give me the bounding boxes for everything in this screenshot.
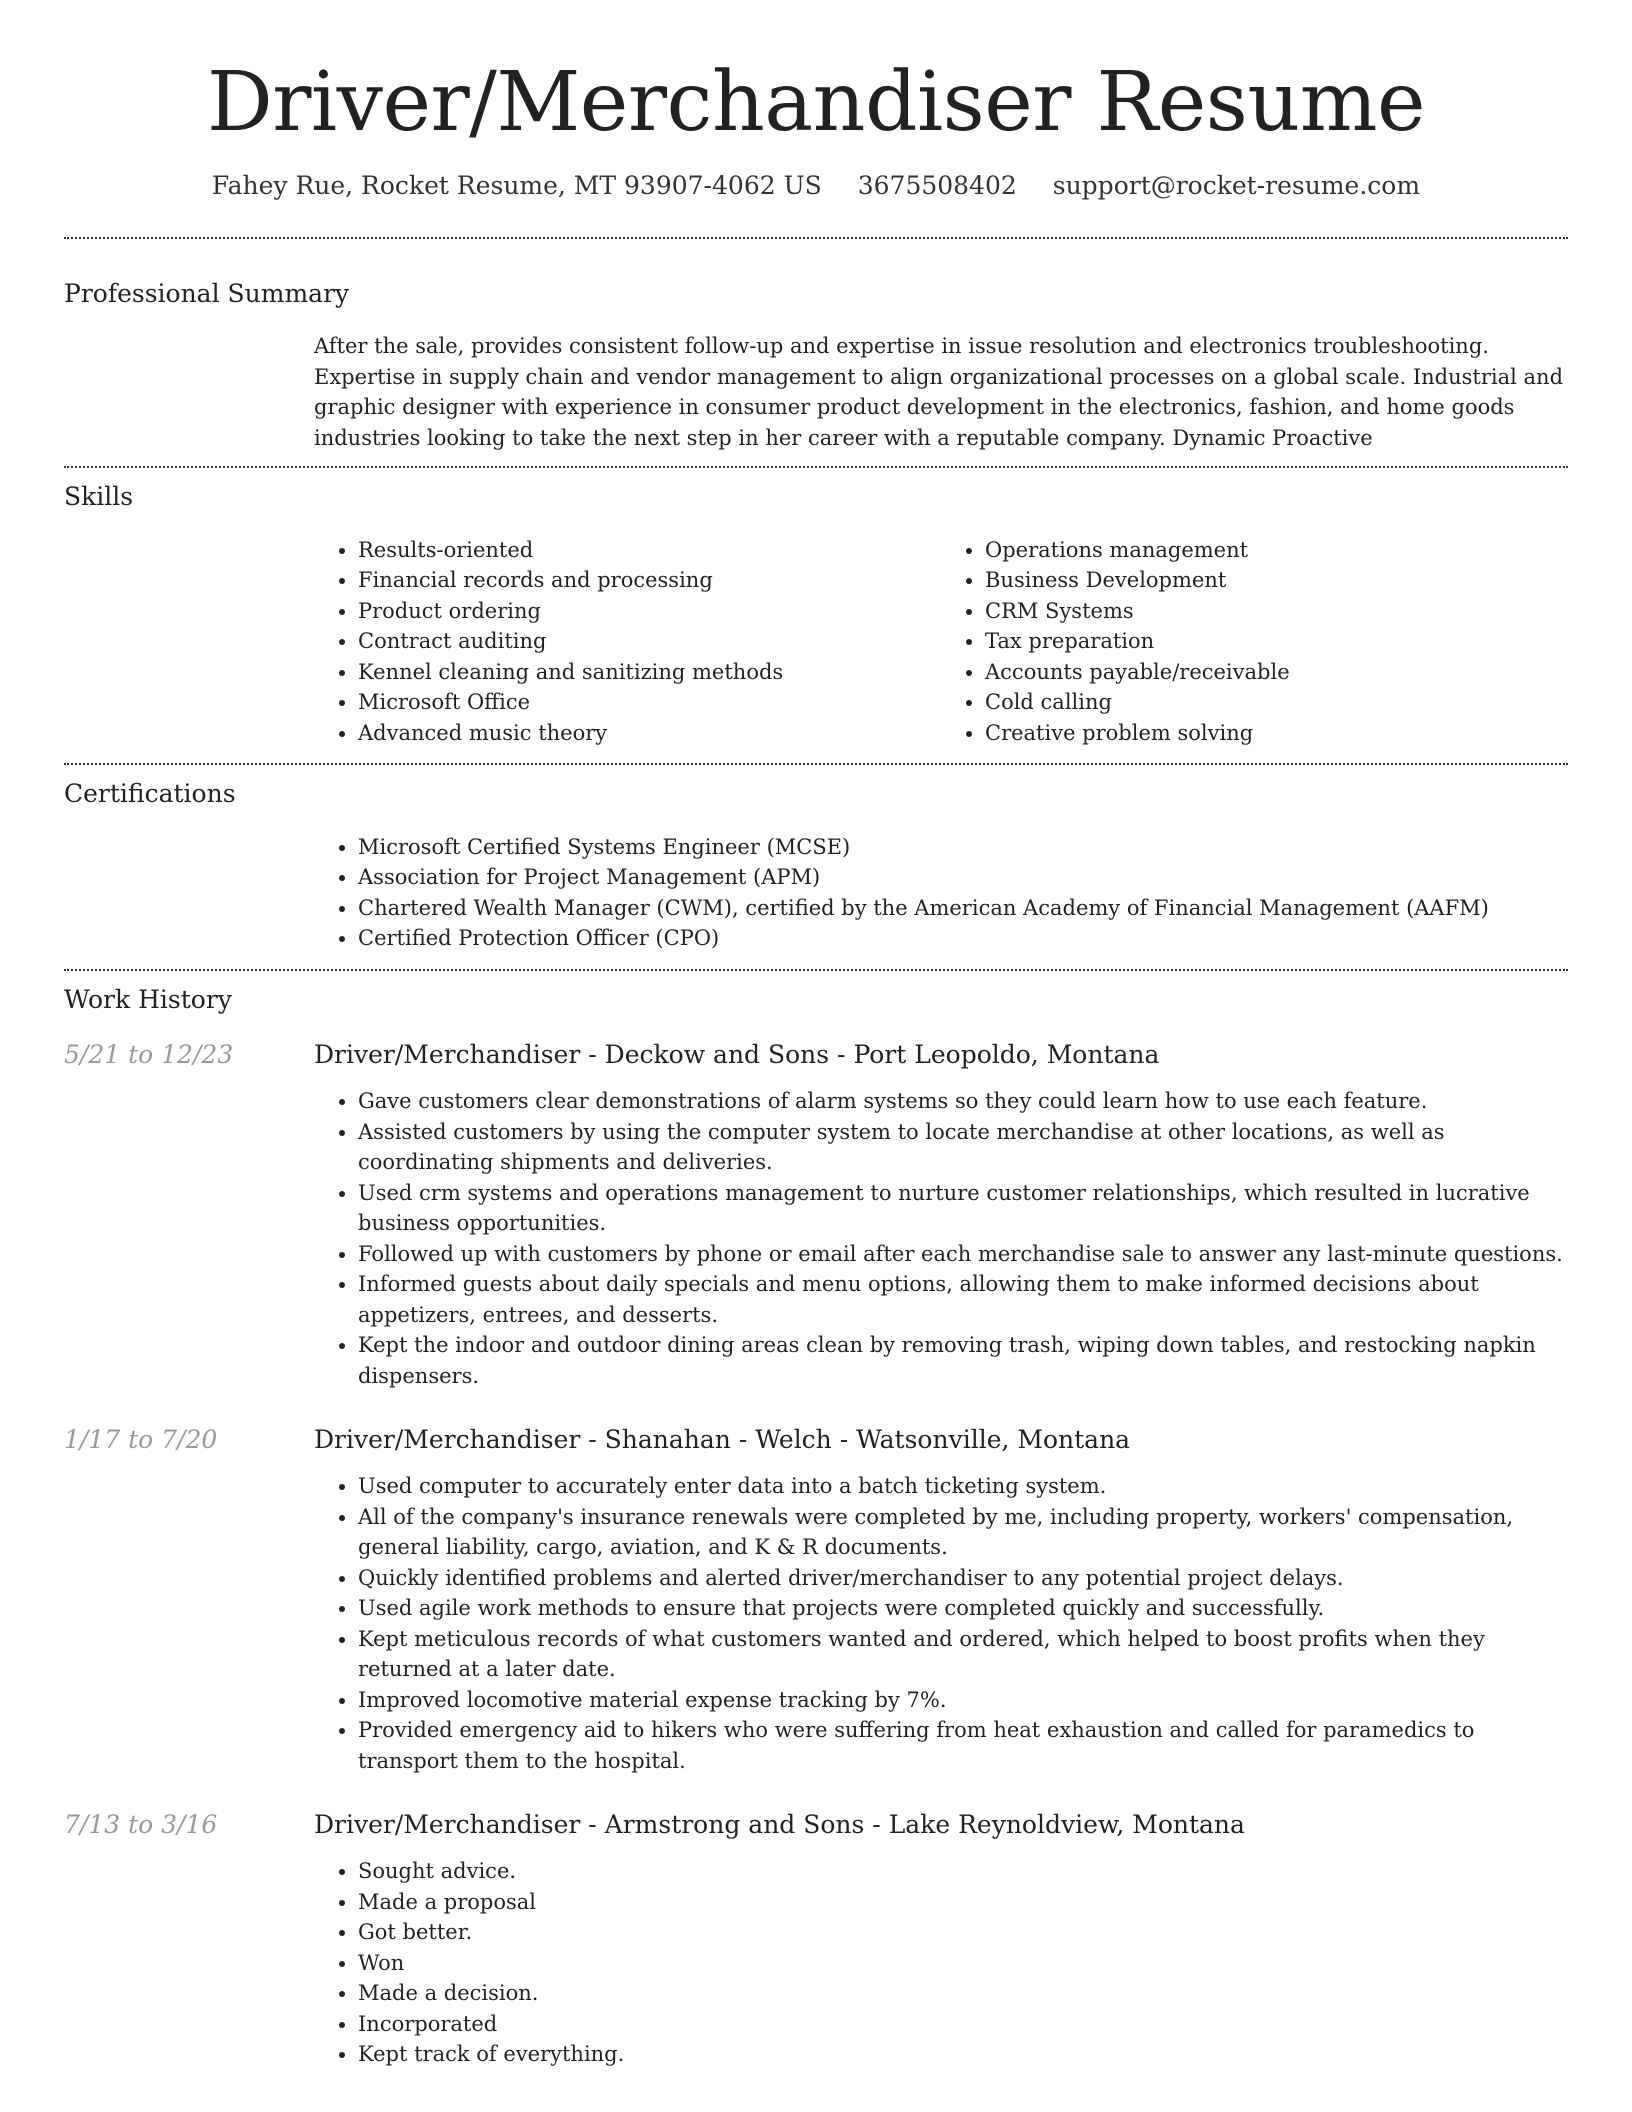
list-item: • Provided emergency aid to hikers who were suffering from heat exhaustion and called for paramedics to transport them to the hospital. [358, 1715, 1568, 1776]
contact-line [64, 170, 1568, 203]
list-item: • CRM Systems [985, 596, 1568, 627]
job-dates: 1/17 to 7/20 [64, 1425, 218, 1455]
list-item: • Contract auditing [358, 626, 941, 657]
list-item: • Quickly identified problems and alerted driver/merchandiser to any potential project delays. [358, 1563, 1568, 1594]
list-item: • Incorporated [358, 2009, 1568, 2040]
list-item: • Used agile work methods to ensure that projects were completed quickly and successfully. [358, 1593, 1568, 1624]
job-entry [64, 1040, 1568, 1391]
job-title: Driver/Merchandiser - Armstrong and Sons - Lake Reynoldview, Montana [314, 1810, 1245, 1840]
list-item: • Operations management [985, 535, 1568, 566]
contact-address: Fahey Rue, Rocket Resume, MT 93907-4062 US [211, 171, 822, 201]
list-item: • Informed guests about daily specials and menu options, allowing them to make informed decisions about appetizers, entrees, and desserts. [358, 1269, 1568, 1330]
list-item: • Got better. [358, 1917, 1568, 1948]
certifications-section [64, 765, 1568, 969]
list-item: • Results-oriented [358, 535, 941, 566]
list-item: • Assisted customers by using the computer system to locate merchandise at other locations, as well as coordinating shipments and deliveries. [358, 1117, 1568, 1178]
list-item: • Kennel cleaning and sanitizing methods [358, 657, 941, 688]
job-entry [64, 1810, 1568, 2070]
list-item: • Product ordering [358, 596, 941, 627]
job-dates: 7/13 to 3/16 [64, 1810, 218, 1840]
section-heading: Professional Summary [64, 278, 350, 308]
resume-page [64, 0, 1568, 2070]
list-item: • Business Development [985, 565, 1568, 596]
section-heading: Certifications [64, 779, 236, 809]
job-title: Driver/Merchandiser - Shanahan - Welch - Watsonville, Montana [314, 1425, 1131, 1455]
summary-text: After the sale, provides consistent follow-up and expertise in issue resolution and electronics troubleshooting. Expertise in supply chain and vendor management to align organizational processes on a global scale. Industrial and graphic designer with experience in consumer product development in the electronics, fashion, and home goods industries looking to take the next step in her career with a reputable company. Dynamic Proactive [314, 334, 1564, 450]
contact-email: support@rocket-resume.com [1052, 171, 1421, 201]
list-item: • Microsoft Office [358, 687, 941, 718]
section-heading: Skills [64, 482, 134, 512]
list-item: • All of the company's insurance renewals were completed by me, including property, workers' compensation, general liability, cargo, aviation, and K & R documents. [358, 1502, 1568, 1563]
list-item: • Used computer to accurately enter data into a batch ticketing system. [358, 1471, 1568, 1502]
list-item: • Made a proposal [358, 1887, 1568, 1918]
work-history-section [64, 971, 1568, 2070]
list-item: • Cold calling [985, 687, 1568, 718]
list-item: • Certified Protection Officer (CPO) [358, 923, 1568, 954]
list-item: • Kept track of everything. [358, 2039, 1568, 2070]
list-item: • Gave customers clear demonstrations of alarm systems so they could learn how to use each feature. [358, 1086, 1568, 1117]
job-entry [64, 1425, 1568, 1776]
list-item: • Financial records and processing [358, 565, 941, 596]
list-item: • Won [358, 1948, 1568, 1979]
list-item: • Accounts payable/receivable [985, 657, 1568, 688]
list-item: • Advanced music theory [358, 718, 941, 749]
list-item: • Creative problem solving [985, 718, 1568, 749]
list-item: • Kept the indoor and outdoor dining areas clean by removing trash, wiping down tables, and restocking napkin dispensers. [358, 1330, 1568, 1391]
list-item: • Used crm systems and operations management to nurture customer relationships, which resulted in lucrative business opportunities. [358, 1178, 1568, 1239]
certifications-list [314, 832, 1568, 954]
list-item: • Microsoft Certified Systems Engineer (MCSE) [358, 832, 1568, 863]
list-item: • Association for Project Management (APM) [358, 862, 1568, 893]
list-item: • Improved locomotive material expense tracking by 7%. [358, 1685, 1568, 1716]
section-heading: Work History [64, 984, 232, 1014]
list-item: • Made a decision. [358, 1978, 1568, 2009]
job-bullets [314, 1856, 1568, 2070]
list-item: • Chartered Wealth Manager (CWM), certified by the American Academy of Financial Management (AAFM) [358, 893, 1568, 924]
job-bullets [314, 1086, 1568, 1391]
job-bullets [314, 1471, 1568, 1776]
list-item: • Followed up with customers by phone or email after each merchandise sale to answer any last-minute questions. [358, 1239, 1568, 1270]
list-item: • Tax preparation [985, 626, 1568, 657]
skills-list-left [314, 535, 941, 749]
list-item: • Sought advice. [358, 1856, 1568, 1887]
summary-section [64, 239, 1568, 467]
job-title: Driver/Merchandiser - Deckow and Sons - Port Leopoldo, Montana [314, 1040, 1160, 1070]
list-item: • Kept meticulous records of what customers wanted and ordered, which helped to boost profits when they returned at a later date. [358, 1624, 1568, 1685]
contact-phone: 3675508402 [857, 171, 1017, 201]
skills-section [64, 468, 1568, 763]
resume-title: Driver/Merchandiser Resume [206, 55, 1425, 150]
skills-list-right [941, 535, 1568, 749]
job-dates: 5/21 to 12/23 [64, 1040, 234, 1070]
